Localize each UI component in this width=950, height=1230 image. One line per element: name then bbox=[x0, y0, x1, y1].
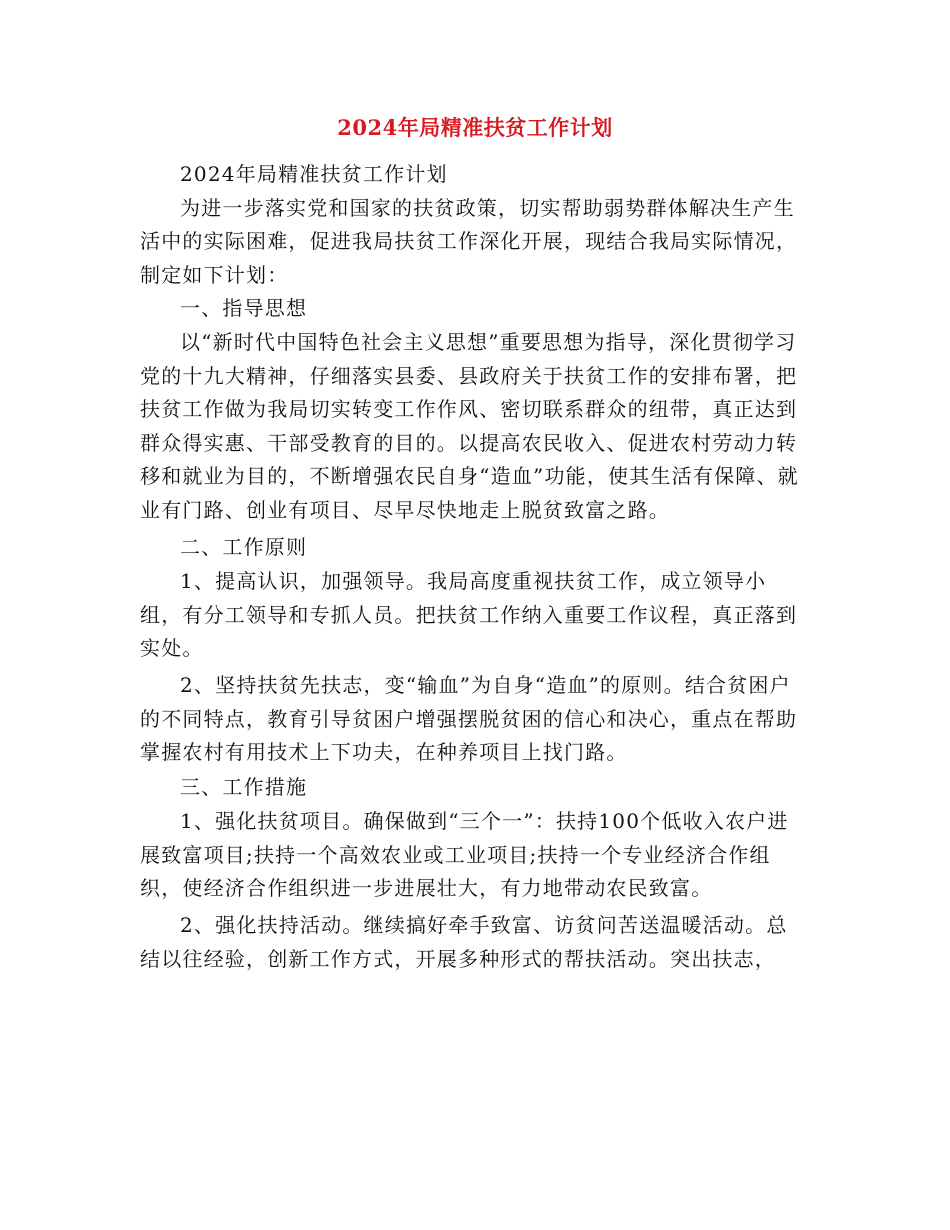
paragraph-guiding-ideology: 以“新时代中国特色社会主义思想”重要思想为指导，深化贯彻学习党的十九大精神，仔细落实县委、县政府关于扶贫工作的安排布署，把扶贫工作做为我局切实转变工作作风、密切联系群众的纽带，真正达到群众得实惠、干部受教育的目的。以提高农民收入、促进农村劳动力转移和就业为目的，不断增强农民自身“造血”功能，使其生活有保障、就业有门路、创业有项目、尽早尽快地走上脱贫致富之路。 bbox=[140, 329, 799, 522]
paragraph-measure-2: 2、强化扶持活动。继续搞好牵手致富、访贫问苦送温暖活动。总结以往经验，创新工作方式，开展多种形式的帮扶活动。突出扶志， bbox=[140, 913, 788, 971]
paragraph-intro: 为进一步落实党和国家的扶贫政策，切实帮助弱势群体解决生产生活中的实际困难，促进我局扶贫工作深化开展，现结合我局实际情况，制定如下计划： bbox=[140, 195, 798, 287]
document-body bbox=[140, 158, 806, 976]
paragraph-measure-1: 1、强化扶贫项目。确保做到“三个一”：扶持100个低收入农户进展致富项目;扶持一个高效农业或工业项目;扶持一个专业经济合作组织，使经济合作组织进一步进展壮大，有力地带动农民致富。 bbox=[140, 809, 789, 901]
paragraph-principle-2: 2、坚持扶贫先扶志，变“输血”为自身“造血”的原则。结合贫困户的不同特点，教育引导贫困户增强摆脱贫困的信心和决心，重点在帮助掌握农村有用技术上下功夫，在种养项目上找门路。 bbox=[140, 672, 798, 765]
heading-guiding-ideology: 一、指导思想 bbox=[180, 296, 308, 321]
heading-work-principles: 二、工作原则 bbox=[180, 534, 308, 559]
document-title: 2024年局精准扶贫工作计划 bbox=[337, 115, 613, 140]
paragraph-subtitle: 2024年局精准扶贫工作计划 bbox=[180, 162, 448, 186]
paragraph-principle-1: 1、提高认识，加强领导。我局高度重视扶贫工作，成立领导小组，有分工领导和专抓人员。把扶贫工作纳入重要工作议程，真正落到实处。 bbox=[140, 569, 798, 661]
heading-work-measures: 三、工作措施 bbox=[180, 774, 308, 799]
